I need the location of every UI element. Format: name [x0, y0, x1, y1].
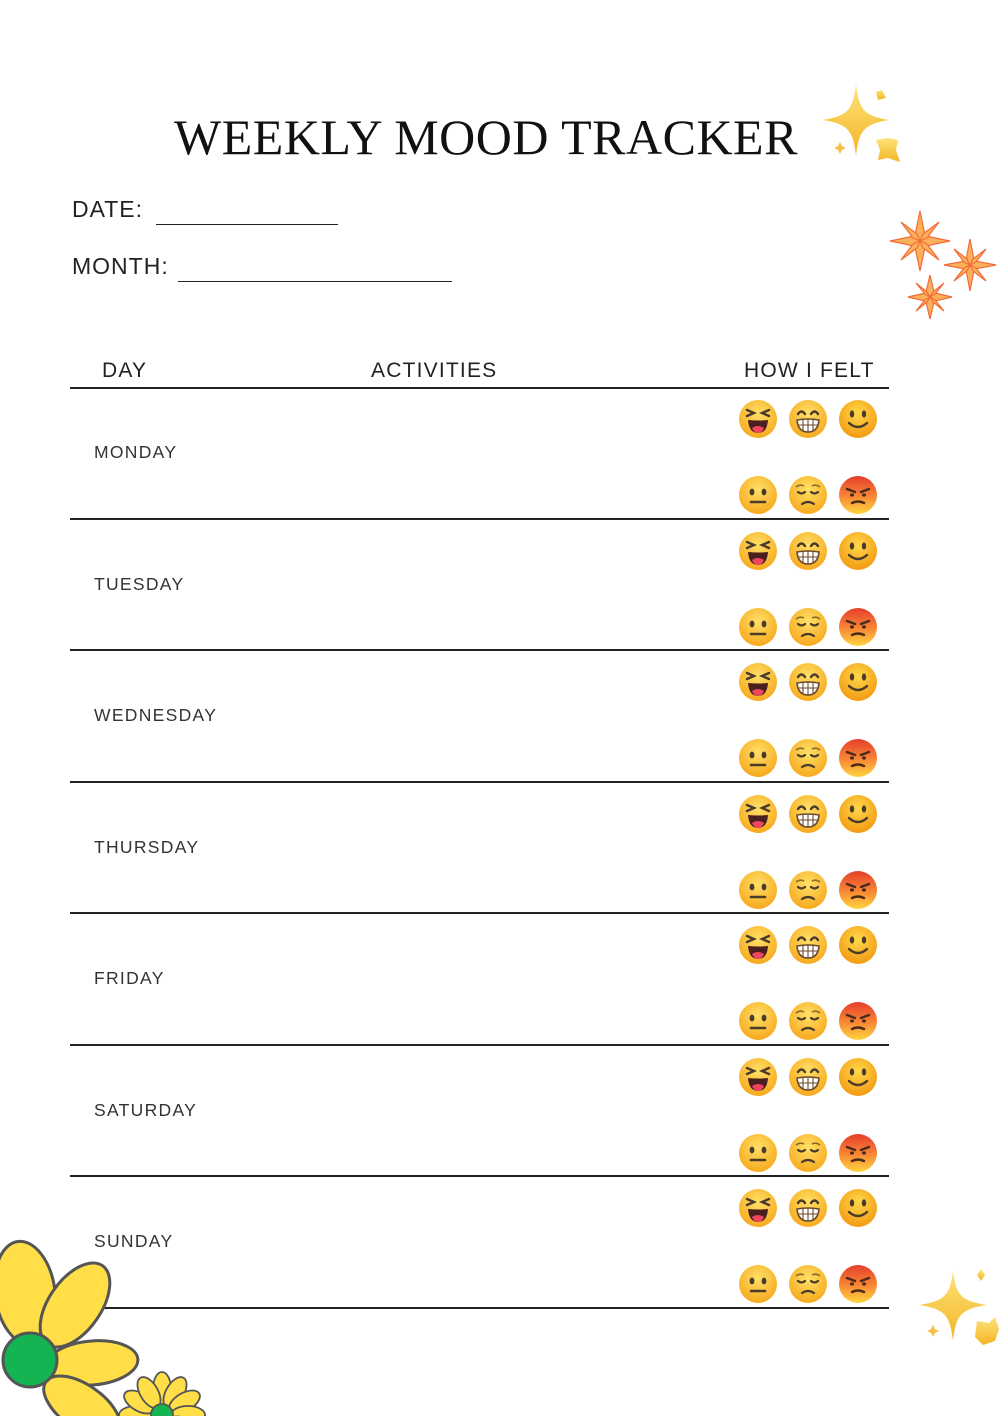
neutral-face-icon[interactable]	[738, 870, 778, 910]
activities-cell[interactable]	[270, 394, 720, 512]
neutral-face-icon[interactable]	[738, 1264, 778, 1304]
grinning-face-icon[interactable]	[788, 925, 828, 965]
day-label: WEDNESDAY	[94, 705, 218, 725]
table-row	[70, 1046, 889, 1177]
star-flower-icon	[885, 205, 1000, 320]
table-row	[70, 520, 889, 651]
day-label: THURSDAY	[94, 837, 200, 857]
activities-cell[interactable]	[270, 1183, 720, 1301]
activities-cell[interactable]	[270, 657, 720, 775]
smiling-face-icon[interactable]	[838, 925, 878, 965]
angry-face-icon[interactable]	[838, 607, 878, 647]
date-label: DATE:	[72, 196, 144, 222]
date-underline[interactable]	[156, 224, 338, 225]
angry-face-icon[interactable]	[838, 870, 878, 910]
laughing-face-icon[interactable]	[738, 662, 778, 702]
laughing-face-icon[interactable]	[738, 794, 778, 834]
pensive-face-icon[interactable]	[788, 870, 828, 910]
neutral-face-icon[interactable]	[738, 1133, 778, 1173]
page-title: WEEKLY MOOD TRACKER	[174, 109, 798, 165]
column-header-day: DAY	[102, 359, 148, 382]
grinning-face-icon[interactable]	[788, 662, 828, 702]
activities-cell[interactable]	[270, 526, 720, 644]
smiling-face-icon[interactable]	[838, 1057, 878, 1097]
pensive-face-icon[interactable]	[788, 475, 828, 515]
smiling-face-icon[interactable]	[838, 399, 878, 439]
activities-cell[interactable]	[270, 1052, 720, 1170]
smiling-face-icon[interactable]	[838, 794, 878, 834]
angry-face-icon[interactable]	[838, 1133, 878, 1173]
day-label: SATURDAY	[94, 1100, 198, 1120]
laughing-face-icon[interactable]	[738, 399, 778, 439]
smiling-face-icon[interactable]	[838, 1188, 878, 1228]
day-label: FRIDAY	[94, 968, 165, 988]
table-row	[70, 914, 889, 1046]
sparkle-icon	[818, 80, 908, 170]
pensive-face-icon[interactable]	[788, 1264, 828, 1304]
pensive-face-icon[interactable]	[788, 738, 828, 778]
neutral-face-icon[interactable]	[738, 607, 778, 647]
table-row	[70, 388, 889, 520]
angry-face-icon[interactable]	[838, 475, 878, 515]
sparkle-icon	[915, 1265, 1005, 1355]
month-label: MONTH:	[72, 253, 169, 279]
table-row	[70, 783, 889, 914]
grinning-face-icon[interactable]	[788, 1188, 828, 1228]
neutral-face-icon[interactable]	[738, 738, 778, 778]
pensive-face-icon[interactable]	[788, 1133, 828, 1173]
table-row	[70, 651, 889, 783]
pensive-face-icon[interactable]	[788, 607, 828, 647]
column-header-how-i-felt: HOW I FELT	[744, 359, 875, 382]
day-label: MONDAY	[94, 442, 178, 462]
neutral-face-icon[interactable]	[738, 1001, 778, 1041]
smiling-face-icon[interactable]	[838, 662, 878, 702]
activities-cell[interactable]	[270, 920, 720, 1038]
laughing-face-icon[interactable]	[738, 1188, 778, 1228]
pensive-face-icon[interactable]	[788, 1001, 828, 1041]
laughing-face-icon[interactable]	[738, 1057, 778, 1097]
day-label: TUESDAY	[94, 574, 185, 594]
grinning-face-icon[interactable]	[788, 531, 828, 571]
month-underline[interactable]	[178, 281, 452, 282]
grinning-face-icon[interactable]	[788, 794, 828, 834]
day-label: SUNDAY	[94, 1231, 174, 1251]
laughing-face-icon[interactable]	[738, 531, 778, 571]
neutral-face-icon[interactable]	[738, 475, 778, 515]
month-field[interactable]	[72, 253, 169, 280]
activities-cell[interactable]	[270, 789, 720, 907]
grinning-face-icon[interactable]	[788, 399, 828, 439]
angry-face-icon[interactable]	[838, 1264, 878, 1304]
angry-face-icon[interactable]	[838, 738, 878, 778]
angry-face-icon[interactable]	[838, 1001, 878, 1041]
smiling-face-icon[interactable]	[838, 531, 878, 571]
flower-icon	[0, 1235, 210, 1416]
laughing-face-icon[interactable]	[738, 925, 778, 965]
column-header-activities: ACTIVITIES	[371, 359, 498, 382]
date-field[interactable]	[72, 196, 143, 223]
grinning-face-icon[interactable]	[788, 1057, 828, 1097]
